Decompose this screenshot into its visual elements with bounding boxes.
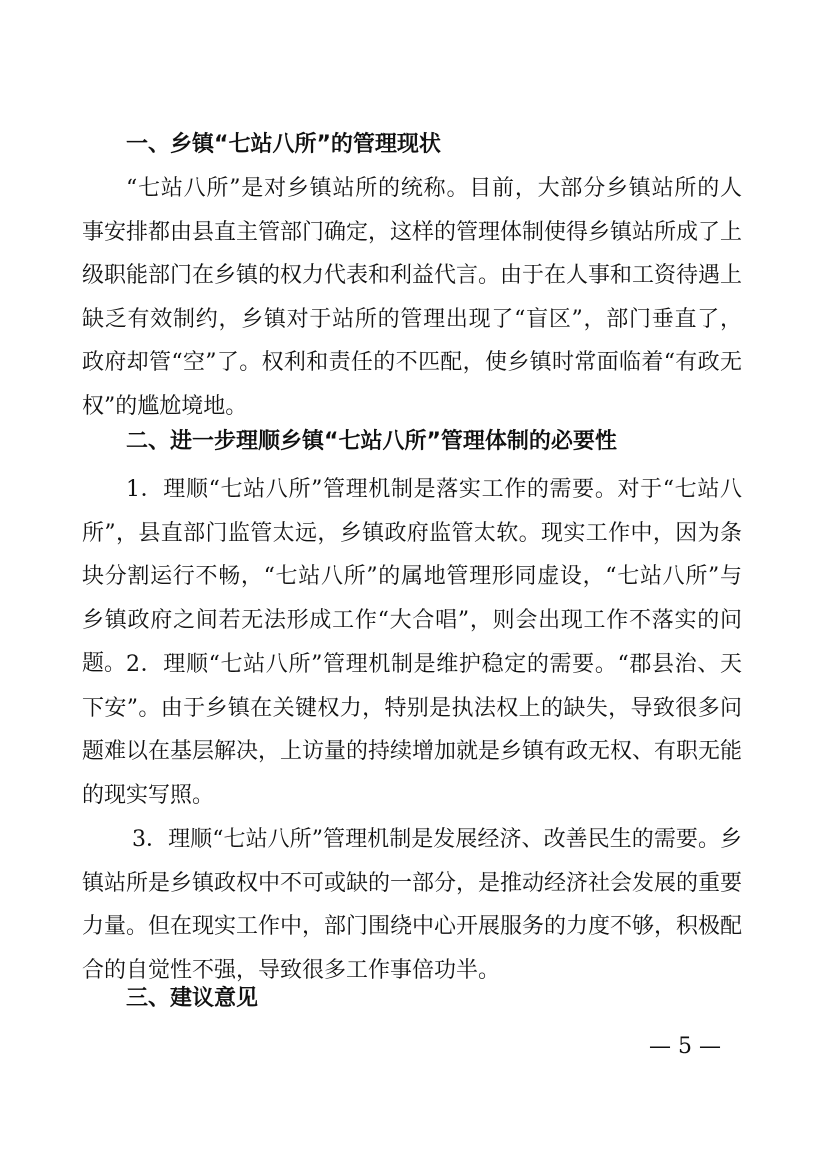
section-heading-management-status: 一、乡镇“七站八所”的管理现状 xyxy=(126,132,441,157)
section-heading-necessity: 二、进一步理顺乡镇“七站八所”管理体制的必要性 xyxy=(126,429,617,454)
section-heading-suggestions: 三、建议意见 xyxy=(126,986,259,1011)
paragraph-necessity-point-2: 2．理顺“七站八所”管理机制是维护稳定的需要。“郡县治、天下安”。由于乡镇在关键权力，特别是执法权上的缺失，导致很多问题难以在基层解决，上访量的持续增加就是乡镇有政无权、有职无能的现实写照。 xyxy=(82,652,743,808)
paragraph-necessity-point-1: 1．理顺“七站八所”管理机制是落实工作的需要。对于“七站八所”，县直部门监管太远，乡镇政府监管太软。现实工作中，因为条块分割运行不畅，“七站八所”的属地管理形同虚设，“七站八所”与乡镇政府之间若无法形成工作“大合唱”，则会出现工作不落实的问题。 xyxy=(82,477,742,677)
page-number: — 5 — xyxy=(649,1034,721,1059)
paragraph-management-status: “七站八所”是对乡镇站所的统称。目前，大部分乡镇站所的人事安排都由县直主管部门确定，这样的管理体制使得乡镇站所成了上级职能部门在乡镇的权力代表和利益代言。由于在人事和工资待遇上缺乏有效制约，乡镇对于站所的管理出现了“盲区”，部门垂直了，政府却管“空”了。权利和责任的不匹配，使乡镇时常面临着“有政无权”的尴尬境地。 xyxy=(82,176,743,419)
paragraph-necessity-point-3: 3．理顺“七站八所”管理机制是发展经济、改善民生的需要。乡镇站所是乡镇政权中不可或缺的一部分，是推动经济社会发展的重要力量。但在现实工作中，部门围绕中心开展服务的力度不够，积极配合的自觉性不强，导致很多工作事倍功半。 xyxy=(82,827,743,983)
